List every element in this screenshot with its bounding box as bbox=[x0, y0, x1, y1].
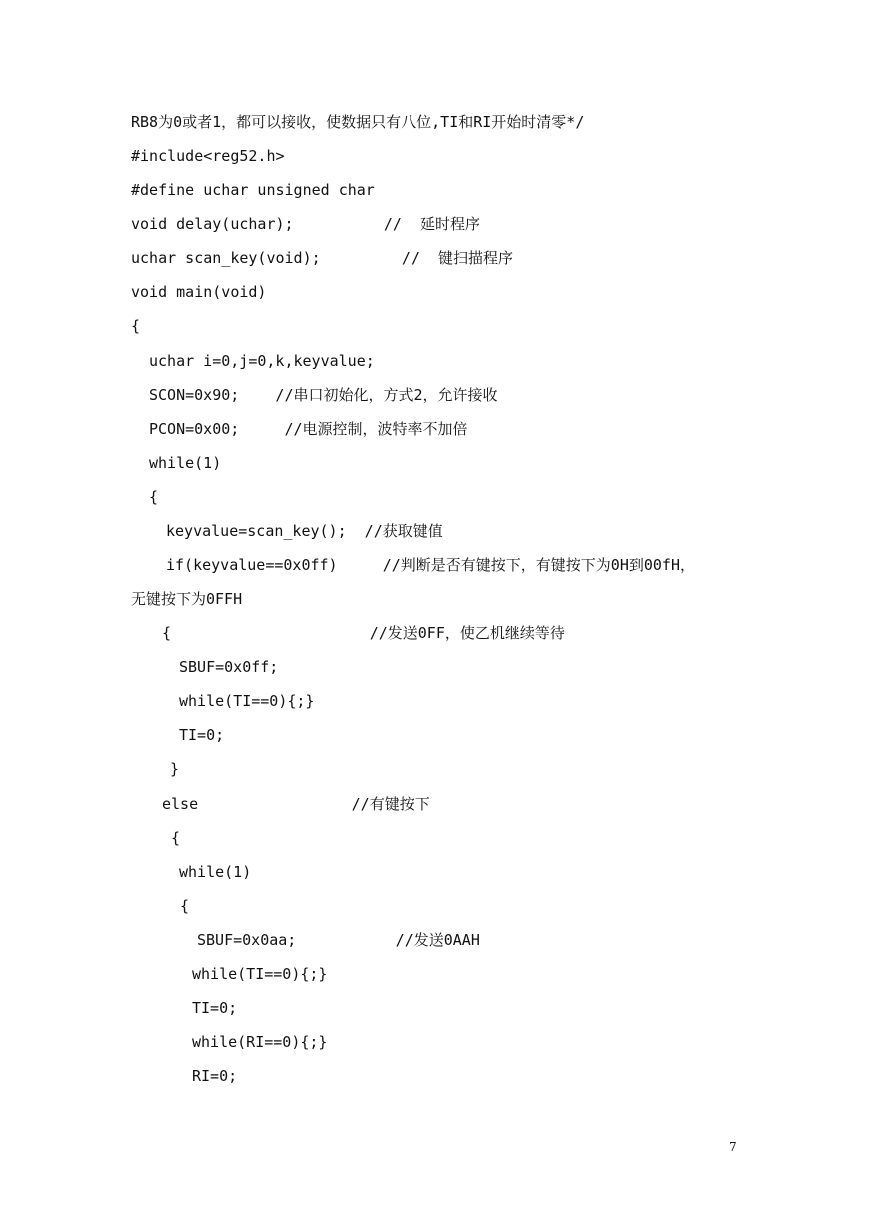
code-line-11: while(1) bbox=[149, 454, 222, 472]
code-line-8: uchar i=0,j=0,k,keyvalue; bbox=[149, 352, 375, 370]
page-number: 7 bbox=[729, 1140, 737, 1154]
code-line-7: { bbox=[131, 317, 141, 335]
code-line-1: RB8为0或者1，都可以接收，使数据只有八位,TI和RI开始时清零*/ bbox=[131, 113, 585, 131]
code-line-9: SCON=0x90; //串口初始化，方式2，允许接收 bbox=[149, 386, 498, 404]
code-line-29: RI=0; bbox=[192, 1067, 238, 1085]
code-line-6: void main(void) bbox=[131, 283, 267, 301]
code-line-17: SBUF=0x0ff; bbox=[179, 658, 279, 676]
code-line-26: while(TI==0){;} bbox=[192, 965, 328, 983]
code-line-20: } bbox=[170, 760, 180, 778]
code-line-19: TI=0; bbox=[179, 726, 225, 744]
code-line-2: #include<reg52.h> bbox=[131, 147, 285, 165]
code-line-18: while(TI==0){;} bbox=[179, 692, 315, 710]
code-line-16: { //发送0FF，使乙机继续等待 bbox=[162, 624, 565, 642]
code-line-28: while(RI==0){;} bbox=[192, 1033, 328, 1051]
code-line-3: #define uchar unsigned char bbox=[131, 181, 375, 199]
code-line-25: SBUF=0x0aa; //发送0AAH bbox=[197, 931, 480, 949]
code-line-22: { bbox=[171, 829, 181, 847]
code-line-14: if(keyvalue==0x0ff) //判断是否有键按下，有键按下为0H到00fH， bbox=[166, 556, 695, 574]
code-line-5: uchar scan_key(void); // 键扫描程序 bbox=[131, 249, 514, 267]
code-line-12: { bbox=[149, 488, 159, 506]
code-line-24: { bbox=[180, 897, 190, 915]
code-line-21: else //有键按下 bbox=[162, 795, 430, 813]
code-line-4: void delay(uchar); // 延时程序 bbox=[131, 215, 480, 233]
code-line-10: PCON=0x00; //电源控制，波特率不加倍 bbox=[149, 420, 468, 438]
code-line-23: while(1) bbox=[179, 863, 252, 881]
code-line-27: TI=0; bbox=[192, 999, 238, 1017]
code-line-15: 无键按下为0FFH bbox=[131, 590, 243, 608]
code-line-13: keyvalue=scan_key(); //获取键值 bbox=[166, 522, 443, 540]
